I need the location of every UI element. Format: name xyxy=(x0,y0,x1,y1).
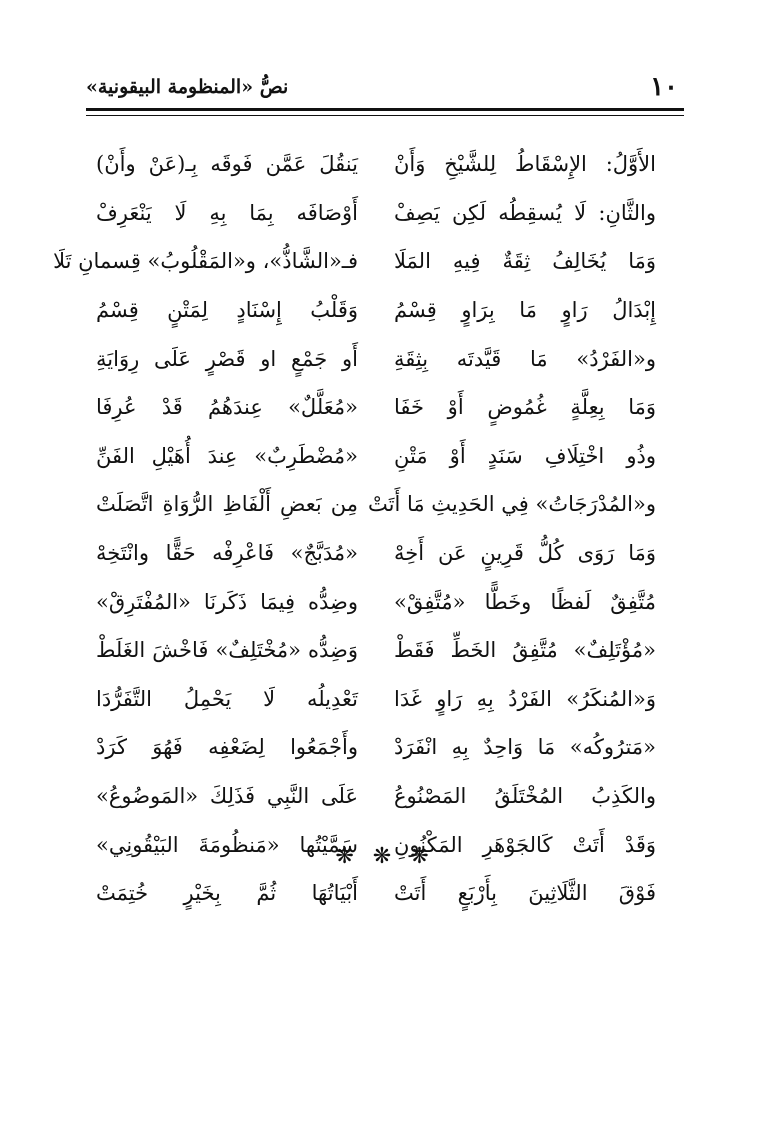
verse-line xyxy=(96,334,656,383)
first-hemistich: وذُو اخْتِلَافِ سَنَدٍ أَوْ مَتْنِ xyxy=(394,443,656,468)
first-hemistich: الأَوَّلُ: الإِسْقَاطُ لِلشَّيْخِ وَأَنْ xyxy=(394,152,656,177)
page-number: ١٠ xyxy=(650,72,678,102)
second-hemistich: «مُضْطَرِبٌ» عِندَ أُهَيْلِ الفَنِّ xyxy=(96,443,358,468)
second-hemistich: وضِدُّه فِيمَا ذَكَرنَا «المُفْتَرِقْ» xyxy=(96,589,358,614)
running-title: نصُّ «المنظومة البيقونية» xyxy=(86,76,289,98)
first-hemistich: «مَترُوكُه» مَا وَاحِدٌ بِهِ انْفَرَدْ xyxy=(394,735,656,760)
first-hemistich: و«المُدْرَجَاتُ» فِي الحَدِيثِ مَا أَتَتْ xyxy=(368,492,656,517)
second-hemistich: مِن بَعضِ أَلْفَاظِ الرُّوَاةِ اتَّصَلَتْ xyxy=(96,492,358,517)
first-hemistich: وَمَا رَوَى كُلُّ قَرِينٍ عَن أَخِهْ xyxy=(394,541,656,566)
header-rule-thin xyxy=(86,115,684,116)
verse-line xyxy=(96,577,656,626)
verse-line xyxy=(96,286,656,335)
verse-line xyxy=(96,675,656,724)
first-hemistich: وَقَدْ أَتَتْ كَالجَوْهَرِ المَكْنُونِ xyxy=(394,832,656,857)
first-hemistich: وَمَا يُخَالِفُ ثِقَةٌ فِيهِ المَلَا xyxy=(394,249,656,274)
second-hemistich: أَو جَمْعٍ او قَصْرٍ عَلَى رِوَايَةِ xyxy=(96,346,358,371)
first-hemistich: فَوْقَ الثَّلَاثِينَ بِأَرْبَعٍ أَتَتْ xyxy=(394,881,656,906)
verse-line xyxy=(96,772,656,821)
verse-line xyxy=(96,140,656,189)
second-hemistich: وأَجْمَعُوا لِضَعْفِه فَهُوَ كَرَدْ xyxy=(96,735,358,760)
second-hemistich: عَلَى النَّبِي فَذَلِكَ «المَوضُوعُ» xyxy=(96,784,358,809)
second-hemistich: وَقَلْبُ إِسْنَادٍ لِمَتْنٍ قِسْمُ xyxy=(96,298,358,323)
verse-line xyxy=(96,432,656,481)
second-hemistich: يَنقُلَ عَمَّن فَوقَه بِـ(عَنْ وأَنْ) xyxy=(96,152,358,177)
second-hemistich: أَوْصَافَه بِمَا بِهِ لَا يَنْعَرِفْ xyxy=(96,200,358,225)
verse-line xyxy=(96,480,656,529)
first-hemistich: وَ«المُنكَرُ» الفَرْدُ بِهِ رَاوٍ غَدَا xyxy=(394,686,656,711)
second-hemistich: فـ«الشَّاذُّ»، و«المَقْلُوبُ» قِسمانِ تَلَا xyxy=(53,249,358,274)
verse-line xyxy=(96,383,656,432)
second-hemistich: أَبْيَاتُهَا ثُمَّ بِخَيْرٍ خُتِمَتْ xyxy=(96,881,358,906)
verse-line xyxy=(96,189,656,238)
first-hemistich: والكَذِبُ المُخْتَلَقُ المَصْنُوعُ xyxy=(394,784,656,809)
verse-line xyxy=(53,237,656,286)
verse-line xyxy=(96,869,656,918)
first-hemistich: والثَّانِ: لَا يُسقِطُه لَكِن يَصِفْ xyxy=(394,200,656,225)
verse-line xyxy=(96,529,656,578)
first-hemistich: و«الفَرْدُ» مَا قَيَّدتَه بِثِقَةِ xyxy=(394,346,656,371)
verse-line xyxy=(96,723,656,772)
page-header xyxy=(86,68,684,104)
second-hemistich: سَمَّيْتُها «مَنظُومَةَ البَيْقُونِي» xyxy=(96,832,358,857)
verse-line xyxy=(96,626,656,675)
closing-ornament: ❋ ❋ ❋ xyxy=(335,844,435,869)
second-hemistich: «مُدَبَّجٌ» فَاعْرِفْه حَقًّا وانْتَخِهْ xyxy=(96,541,358,566)
second-hemistich: «مُعَلَّلٌ» عِندَهُمُ قَدْ عُرِفَا xyxy=(96,395,358,420)
poem-verses xyxy=(53,140,656,918)
second-hemistich: وَضِدُّه «مُخْتَلِفٌ» فَاخْشَ الغَلَطْ xyxy=(96,638,358,663)
first-hemistich: إِبْدَالُ رَاوٍ مَا بِرَاوٍ قِسْمُ xyxy=(394,298,656,323)
header-rule-thick xyxy=(86,108,684,111)
first-hemistich: مُتَّفِقٌ لَفظًا وخَطًّا «مُتَّفِقْ» xyxy=(394,589,656,614)
first-hemistich: «مُؤْتَلِفٌ» مُتَّفِقُ الخَطِّ فَقَطْ xyxy=(394,638,656,663)
first-hemistich: وَمَا بِعِلَّةٍ غُمُوضٍ أَوْ خَفَا xyxy=(394,395,656,420)
second-hemistich: تَعْدِيلُه لَا يَحْمِلُ التَّفَرُّدَا xyxy=(96,686,358,711)
